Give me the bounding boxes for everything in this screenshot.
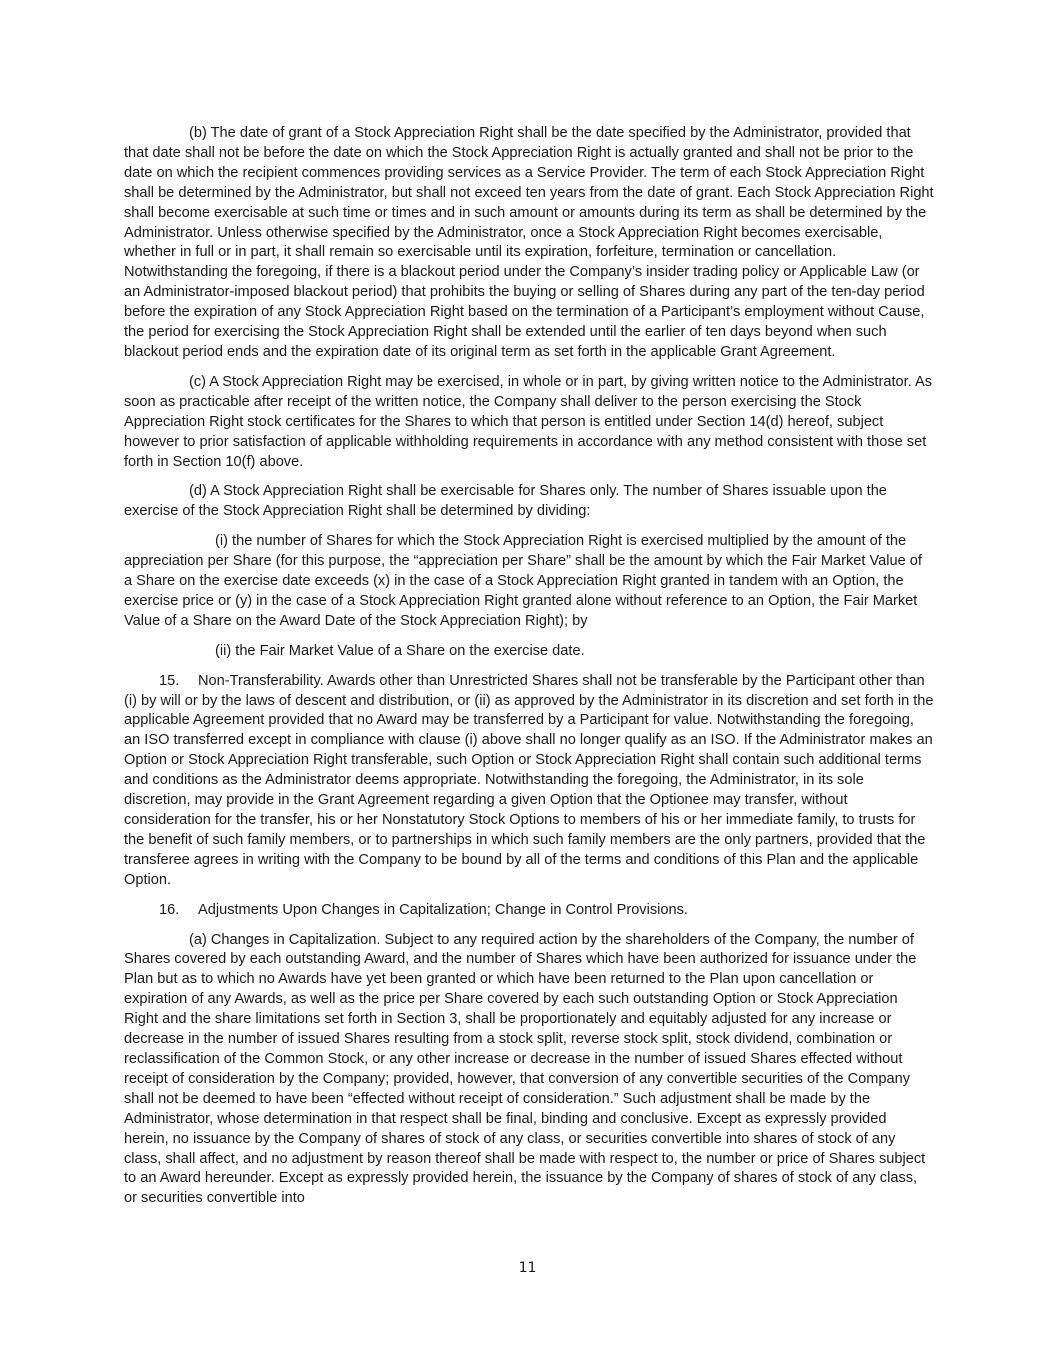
paragraph-14d-ii: (ii) the Fair Market Value of a Share on the exercise date. bbox=[215, 642, 585, 659]
paragraph-14b: (b) The date of grant of a Stock Appreciation Right shall be the date specified by the Administrator, provided that that date shall not be before the date on which the Stock Appreciation Right is actually granted and shall not be prior to the date on which the recipient commences providing services as a Service Provider. The term of each Stock Appreciation Right shall be determined by the Administrator, but shall not exceed ten years from the date of grant. Each Stock Appreciation Right shall become exercisable at such time or times and in such amount or amounts during its term as shall be determined by the Administrator. Unless otherwise specified by the Administrator, once a Stock Appreciation Right becomes exercisable, whether in full or in part, it shall remain so exercisable until its expiration, forfeiture, termination or cancellation. Notwithstanding the foregoing, if there is a blackout period under the Company’s insider trading policy or Applicable Law (or an Administrator-imposed blackout period) that prohibits the buying or selling of Shares during any part of the ten-day period before the expiration of any Stock Appreciation Right based on the termination of a Participant’s employment without Cause, the period for exercising the Stock Appreciation Right shall be extended until the earlier of ten days beyond when such blackout period ends and the expiration date of its original term as set forth in the applicable Grant Agreement. bbox=[124, 125, 934, 360]
section-15-text: Awards other than Unrestricted Shares shall not be transferable by the Participant other than (i) by will or by the laws of descent and distribution, or (ii) as approved by the Administrator in its discretion and set forth in the applicable Agreement provided that no Award may be transferred by a Participant for value. Notwithstanding the foregoing, an ISO transferred except in compliance with clause (i) above shall no longer qualify as an ISO. If the Administrator makes an Option or Stock Appreciation Right transferable, such Option or Stock Appreciation Right shall contain such additional terms and conditions as the Administrator deems appropriate. Notwithstanding the foregoing, the Administrator, in its sole discretion, may provide in the Grant Agreement regarding a given Option that the Optionee may transfer, without consideration for the transfer, his or her Nonstatutory Stock Options to members of his or her immediate family, to trusts for the benefit of such family members, or to partnerships in which such family members are the only partners, provided that the transferee agrees in writing with the Company to be bound by all of the terms and conditions of this Plan and the applicable Option. bbox=[124, 672, 934, 888]
paragraph-14d-i: (i) the number of Shares for which the Stock Appreciation Right is exercised multiplied by the amount of the appreciation per Share (for this purpose, the “appreciation per Share” shall be the amount by which the Fair Market Value of a Share on the exercise date exceeds (x) in the case of a Stock Appreciation Right granted in tandem with an Option, the exercise price or (y) in the case of a Stock Appreciation Right granted alone without reference to an Option, the Fair Market Value of a Share on the Award Date of the Stock Appreciation Right); by bbox=[124, 533, 922, 629]
page-number: 11 bbox=[518, 1260, 537, 1276]
paragraph-16a: (a) Changes in Capitalization. Subject to any required action by the shareholders of the Company, the number of Shares covered by each outstanding Award, and the number of Shares which have been authorized for issuance under the Plan but as to which no Awards have yet been granted or which have been returned to the Plan upon cancellation or expiration of any Awards, as well as the price per Share covered by each such outstanding Option or Stock Appreciation Right and the share limitations set forth in Section 3, shall be proportionately and equitably adjusted for any increase or decrease in the number of issued Shares resulting from a stock split, reverse stock split, stock dividend, combination or reclassification of the Common Stock, or any other increase or decrease in the number of issued Shares effected without receipt of consideration by the Company; provided, however, that conversion of any convertible securities of the Company shall not be deemed to have been “effected without receipt of consideration.” Such adjustment shall be made by the Administrator, whose determination in that respect shall be final, binding and conclusive. Except as expressly provided herein, no issuance by the Company of shares of stock of any class, or securities convertible into shares of stock of any class, shall affect, and no adjustment by reason thereof shall be made with respect to, the number or price of Shares subject to an Award hereunder. Except as expressly provided herein, the issuance by the Company of shares of stock of any class, or securities convertible into bbox=[124, 931, 926, 1207]
section-15 bbox=[124, 672, 934, 891]
section-15-number: 15. bbox=[159, 672, 180, 689]
paragraph-14c: (c) A Stock Appreciation Right may be exercised, in whole or in part, by giving written notice to the Administrator. As soon as practicable after receipt of the written notice, the Company shall deliver to the person exercising the Stock Appreciation Right stock certificates for the Shares to which that person is entitled under Section 14(d) hereof, subject however to prior satisfaction of applicable withholding requirements in accordance with any method consistent with those set forth in Section 10(f) above. bbox=[124, 373, 933, 470]
section-16-number: 16. bbox=[159, 901, 180, 918]
section-16-heading-line bbox=[124, 901, 934, 921]
section-16-heading: Adjustments Upon Changes in Capitalization; Change in Control Provisions. bbox=[198, 901, 688, 918]
paragraph-14d: (d) A Stock Appreciation Right shall be exercisable for Shares only. The number of Shares issuable upon the exercise of the Stock Appreciation Right shall be determined by dividing: bbox=[124, 483, 887, 520]
section-15-heading: Non-Transferability. bbox=[198, 672, 324, 689]
document-body bbox=[124, 124, 934, 1219]
